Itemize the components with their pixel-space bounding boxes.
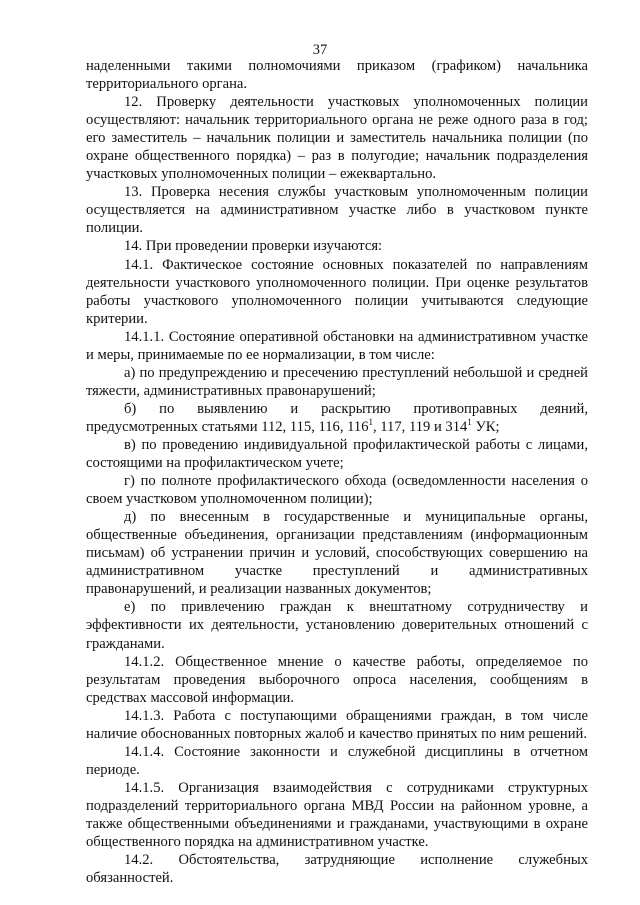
paragraph-14-1-4: 14.1.4. Состояние законности и служебной дисциплины в отчетном периоде. <box>86 743 588 778</box>
paragraph-item-b <box>86 400 588 436</box>
paragraph-13: 13. Проверка несения службы участковым уполномоченным полиции осуществляется на административном участке либо в участковом пункте полиции. <box>86 184 588 237</box>
paragraph-14-1-5: 14.1.5. Организация взаимодействия с сотрудниками структурных подразделений территориального органа МВД России на районном уровне, а также общественными объединениями и гражданами, участвующими в охране общественного порядка на административном участке. <box>86 779 588 851</box>
paragraph-item-g: г) по полноте профилактического обхода (осведомленности населения о своем участковом уполномоченном полиции); <box>86 473 588 508</box>
page-number: 37 <box>312 42 328 58</box>
paragraph-14-1: 14.1. Фактическое состояние основных показателей по направлениям деятельности участкового уполномоченного полиции. При оценке результатов работы участкового уполномоченного полиции учитываются следующие критерии. <box>86 256 588 327</box>
paragraph-item-e: е) по привлечению граждан к внештатному сотрудничеству и эффективности их деятельности, установлению доверительных отношений с гражданами. <box>86 599 588 652</box>
item-b-text-3: УК; <box>471 418 500 435</box>
paragraph-item-a: а) по предупреждению и пресечению преступлений небольшой и средней тяжести, административных правонарушений; <box>86 364 588 399</box>
paragraph-item-v: в) по проведению индивидуальной профилактической работы с лицами, состоящими на профилактическом учете; <box>86 436 588 472</box>
superscript-314: 1 <box>467 417 472 428</box>
paragraph-12: 12. Проверку деятельности участковых уполномоченных полиции осуществляют: начальник территориального органа не реже одного раза в год; его заместитель – начальник полиции и заместитель начальника полиции (по охране общественного порядка) – раз в полугодие; начальник подразделения участковых уполномоченных полиции – ежеквартально. <box>86 94 588 183</box>
paragraph-14-1-3: 14.1.3. Работа с поступающими обращениями граждан, в том числе наличие обоснованных повторных жалоб и качество принятых по ним решений. <box>86 707 588 742</box>
superscript-116: 1 <box>368 417 373 428</box>
paragraph-14-2: 14.2. Обстоятельства, затрудняющие исполнение служебных обязанностей. <box>86 852 588 887</box>
paragraph-continuation: наделенными такими полномочиями приказом (графиком) начальника территориального органа. <box>86 58 588 93</box>
paragraph-item-d: д) по внесенным в государственные и муниципальные органы, общественные объединения, организации представлениям (информационным письмам) об устранении причин и условий, способствующих совершению на административном участке преступлений и административных правонарушений, и реализации названных документов; <box>86 509 588 598</box>
paragraph-14: 14. При проведении проверки изучаются: <box>124 238 383 255</box>
paragraph-14-1-2: 14.1.2. Общественное мнение о качестве работы, определяемое по результатам проведения выборочного опроса населения, сообщениям в средствах массовой информации. <box>86 653 588 706</box>
paragraph-14-1-1: 14.1.1. Состояние оперативной обстановки на административном участке и меры, принимаемые по ее нормализации, в том числе: <box>86 328 588 363</box>
item-b-text-1: б) по выявлению и раскрытию противоправных деяний, предусмотренных статьями 112, 115, 116, 116 <box>86 400 588 435</box>
item-b-text-2: , 117, 119 и 314 <box>373 418 468 435</box>
document-body <box>86 57 588 887</box>
